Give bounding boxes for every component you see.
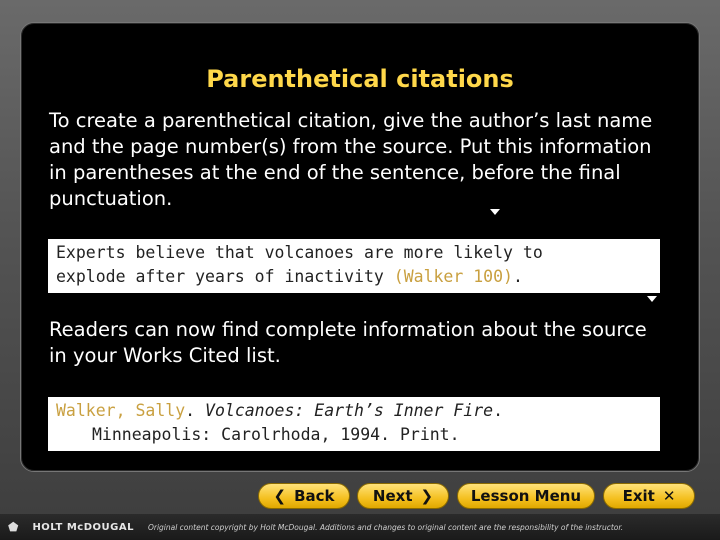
back-label: Back xyxy=(294,487,335,505)
separator: . xyxy=(493,401,504,420)
chevron-right-icon: ❯ xyxy=(420,487,434,505)
book-title: Volcanoes: Earth’s Inner Fire xyxy=(205,401,494,420)
back-button[interactable] xyxy=(258,483,350,509)
separator: . xyxy=(185,401,206,420)
publisher-logo: HOLT McDOUGAL xyxy=(32,521,134,533)
citation-example-box xyxy=(48,239,660,293)
parenthetical-citation: (Walker 100) xyxy=(393,267,513,286)
down-arrow-icon[interactable] xyxy=(490,209,500,215)
example-line xyxy=(56,265,652,289)
next-label: Next xyxy=(372,487,413,505)
final-punctuation: . xyxy=(512,267,523,286)
works-cited-paragraph: Readers can now find complete information about the source in your Works Cited list. xyxy=(49,318,647,367)
copyright-notice: Original content copyright by Holt McDougal. Additions and changes to original content are the responsibility of the instructor. xyxy=(147,522,624,532)
chevron-left-icon: ❮ xyxy=(273,487,287,505)
author-name: Walker, Sally xyxy=(56,401,186,420)
entry-line xyxy=(56,399,652,423)
example-text: explode after years of inactivity xyxy=(56,267,394,286)
slide-title: Parenthetical citations xyxy=(206,65,514,93)
lesson-menu-label: Lesson Menu xyxy=(470,487,582,505)
works-cited-entry-box xyxy=(48,397,660,451)
publisher-logo-icon: ⬟ xyxy=(8,520,19,534)
navigation-bar xyxy=(0,483,720,511)
down-arrow-icon[interactable] xyxy=(647,296,657,302)
next-button[interactable] xyxy=(357,483,449,509)
exit-button[interactable] xyxy=(603,483,695,509)
footer-bar xyxy=(0,514,720,540)
lesson-menu-button[interactable] xyxy=(457,483,595,509)
close-icon: ✕ xyxy=(662,487,676,505)
exit-label: Exit xyxy=(622,487,655,505)
example-line: Experts believe that volcanoes are more likely to xyxy=(56,243,543,262)
instruction-paragraph: To create a parenthetical citation, give the author’s last name and the page number(s) from the source. Put this information in parentheses at the end of the sentence, before the final punctuation. xyxy=(49,109,653,210)
entry-line: Minneapolis: Carolrhoda, 1994. Print. xyxy=(92,425,460,444)
